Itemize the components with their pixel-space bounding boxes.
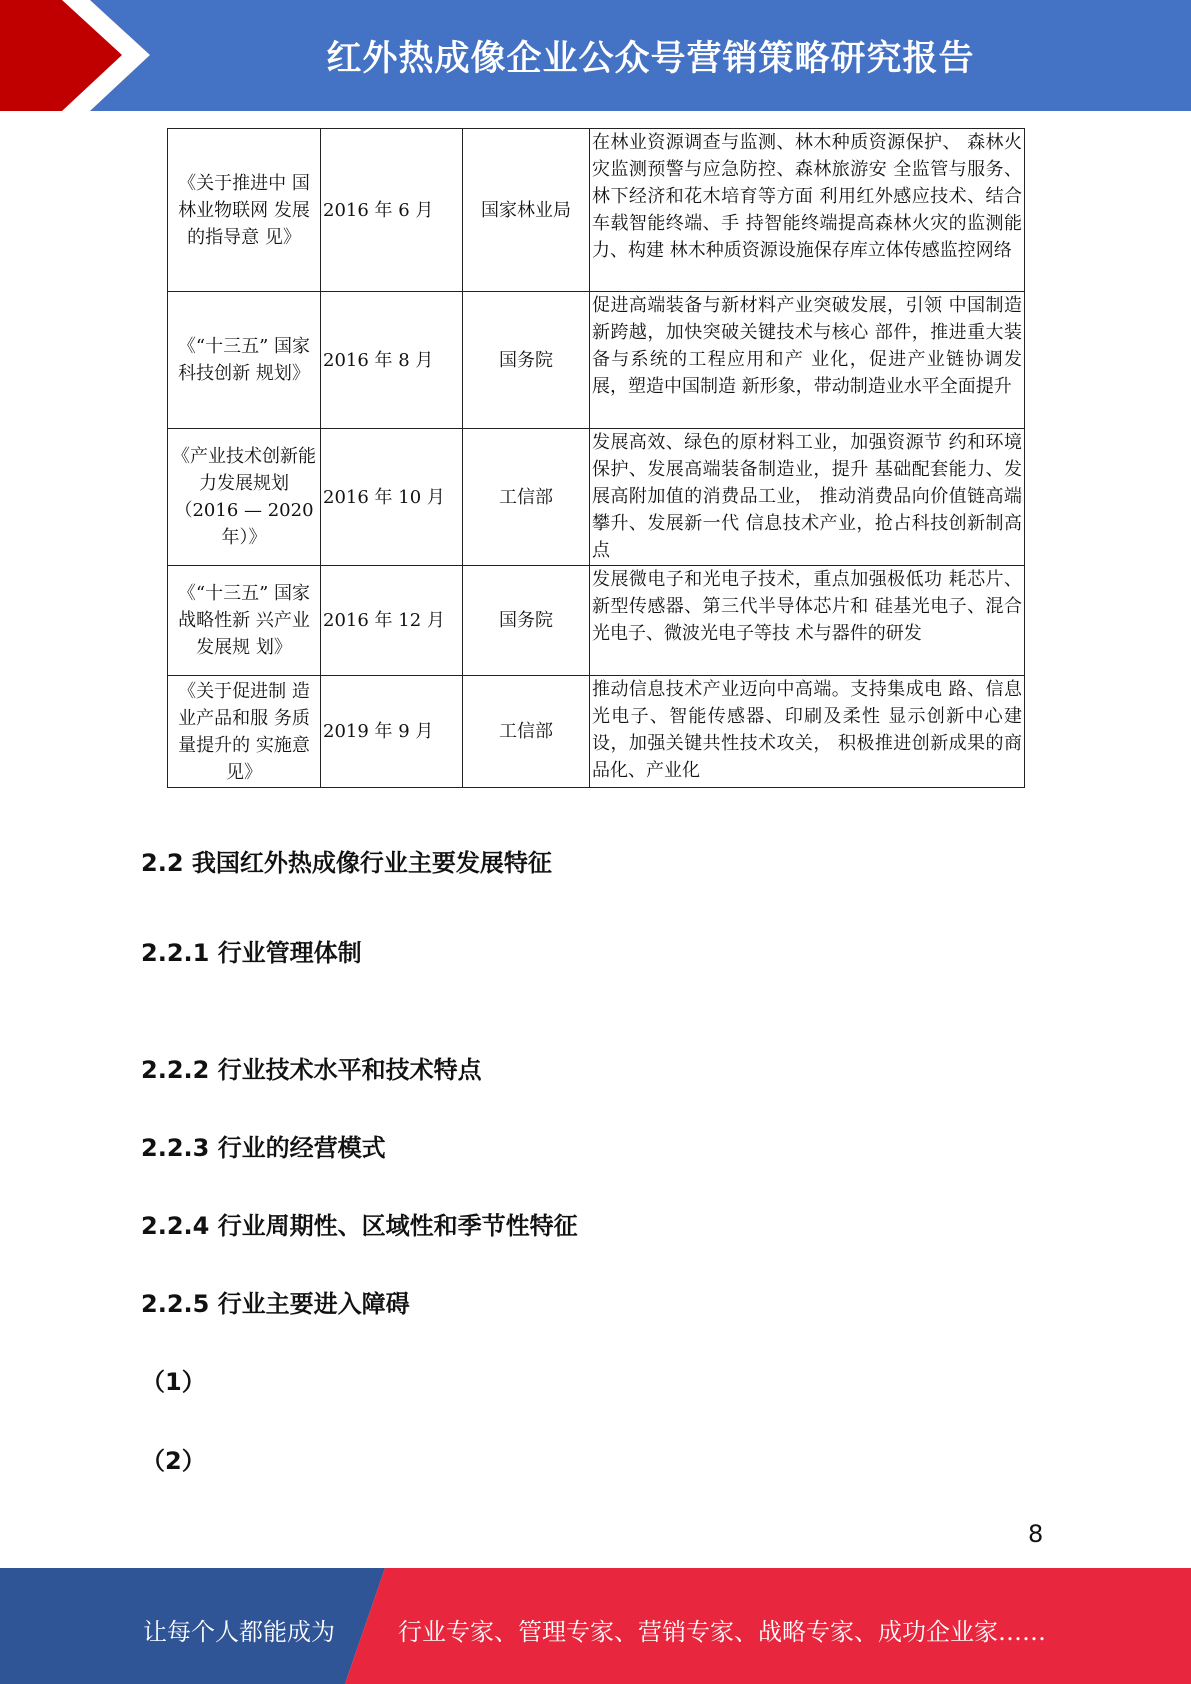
table-row [168, 129, 1025, 292]
page-number: 8 [1028, 1520, 1044, 1548]
header-title: 红外热成像企业公众号营销策略研究报告 [326, 38, 975, 79]
policy-date: 2019 年 9 月 [321, 676, 463, 788]
heading-2-2: 2.2 我国红外热成像行业主要发展特征 [141, 849, 552, 877]
table-row [168, 566, 1025, 676]
heading-2-2-1: 2.2.1 行业管理体制 [141, 939, 362, 967]
policy-table [167, 128, 1025, 788]
footer-slogan-left: 让每个人都能成为 [143, 1618, 335, 1646]
policy-desc: 推动信息技术产业迈向中高端。支持集成电 路、信息光电子、智能传感器、印刷及柔性 显示创新中心建设，加强关键共性技术攻关， 积极推进创新成果的商品化、产业化 [590, 676, 1025, 788]
heading-2-2-5: 2.2.5 行业主要进入障碍 [141, 1290, 410, 1318]
policy-desc: 发展微电子和光电子技术，重点加强极低功 耗芯片、新型传感器、第三代半导体芯片和 硅基光电子、混合光电子、微波光电子等技 术与器件的研发 [590, 566, 1025, 676]
policy-name: 《关于促进制 造业产品和服 务质量提升的 实施意见》 [168, 676, 321, 788]
footer-slogan-right: 行业专家、管理专家、营销专家、战略专家、成功企业家…… [398, 1618, 1046, 1646]
policy-desc: 发展高效、绿色的原材料工业，加强资源节 约和环境保护、发展高端装备制造业，提升 基础配套能力、发展高附加值的消费品工业， 推动消费品向价值链高端攀升、发展新一代 信息技术产业，抢占科技创新制高点 [590, 429, 1025, 566]
policy-date: 2016 年 8 月 [321, 292, 463, 429]
header-arrow-decoration [0, 0, 150, 111]
policy-org: 国家林业局 [463, 129, 590, 292]
policy-org: 国务院 [463, 292, 590, 429]
table-row [168, 292, 1025, 429]
list-item-1: （1） [141, 1368, 206, 1396]
list-item-2: （2） [141, 1447, 206, 1475]
heading-2-2-3: 2.2.3 行业的经营模式 [141, 1134, 386, 1162]
table-row [168, 429, 1025, 566]
heading-2-2-2: 2.2.2 行业技术水平和技术特点 [141, 1056, 482, 1084]
policy-org: 工信部 [463, 429, 590, 566]
policy-name: 《关于推进中 国林业物联网 发展的指导意 见》 [168, 129, 321, 292]
policy-desc: 促进高端装备与新材料产业突破发展，引领 中国制造新跨越，加快突破关键技术与核心 部件，推进重大装备与系统的工程应用和产 业化，促进产业链协调发展，塑造中国制造 新形象，带动制造业水平全面提升 [590, 292, 1025, 429]
policy-date: 2016 年 12 月 [321, 566, 463, 676]
table-row [168, 676, 1025, 788]
page-header [0, 0, 1191, 111]
policy-date: 2016 年 6 月 [321, 129, 463, 292]
policy-desc: 在林业资源调查与监测、林木种质资源保护、 森林火灾监测预警与应急防控、森林旅游安 全监管与服务、林下经济和花木培育等方面 利用红外感应技术、结合车载智能终端、手 持智能终端提高森林火灾的监测能力、构建 林木种质资源设施保存库立体传感监控网络 [590, 129, 1025, 292]
policy-org: 工信部 [463, 676, 590, 788]
policy-org: 国务院 [463, 566, 590, 676]
policy-name: 《“十三五” 国家战略性新 兴产业发展规 划》 [168, 566, 321, 676]
policy-name: 《“十三五” 国家科技创新 规划》 [168, 292, 321, 429]
policy-date: 2016 年 10 月 [321, 429, 463, 566]
policy-name: 《产业技术创新能力发展规划（2016 — 2020 年）》 [168, 429, 321, 566]
heading-2-2-4: 2.2.4 行业周期性、区域性和季节性特征 [141, 1212, 578, 1240]
